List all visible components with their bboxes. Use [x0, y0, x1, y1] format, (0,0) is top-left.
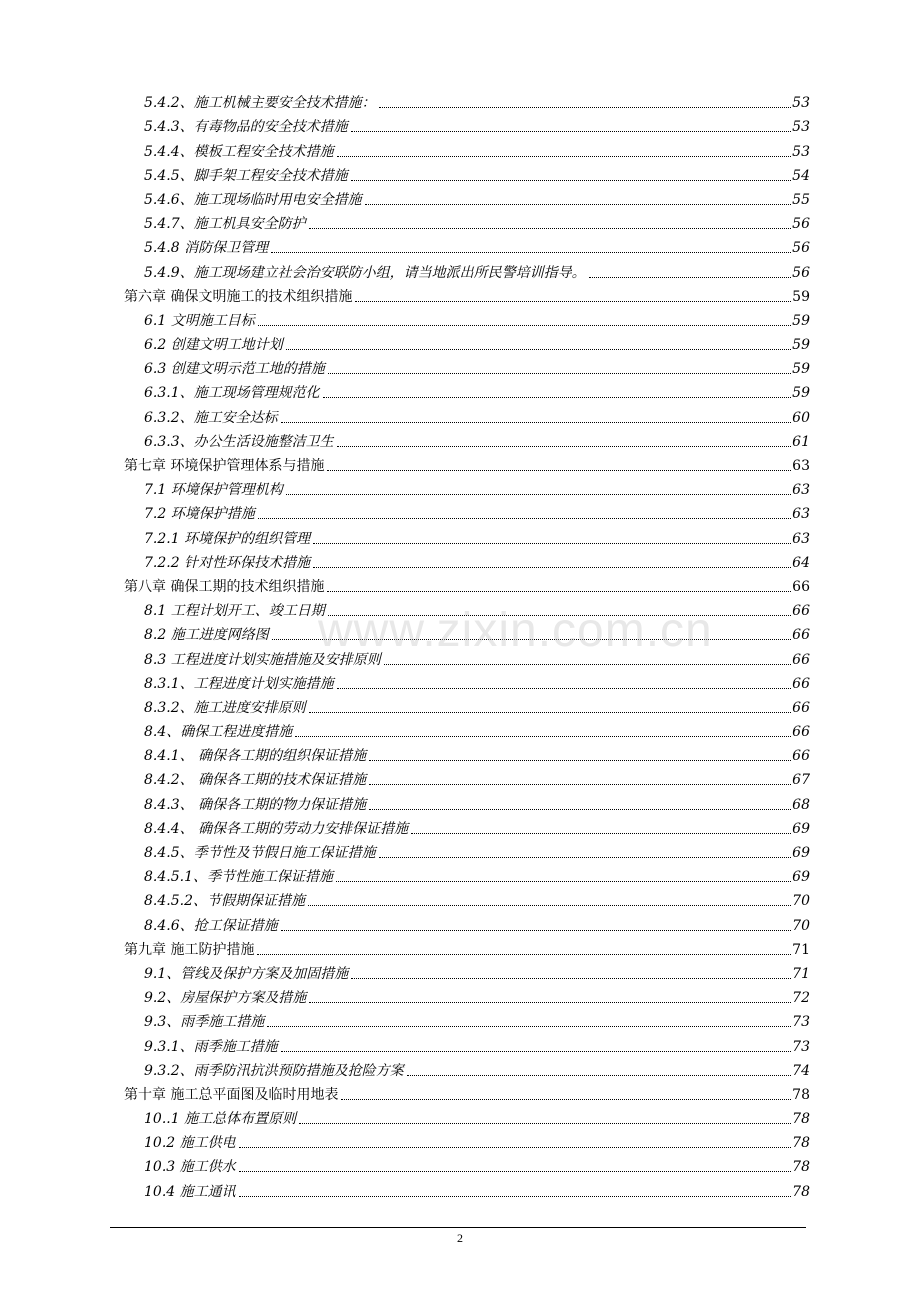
toc-entry-page: 71: [792, 941, 810, 958]
toc-dot-leader: [308, 905, 791, 906]
toc-section-entry[interactable]: [124, 378, 810, 402]
toc-entry-title: 7.1 环境保护管理机构: [144, 482, 283, 499]
toc-dot-leader: [309, 712, 792, 713]
toc-entry-title: 5.4.6、施工现场临时用电安全措施: [144, 191, 362, 208]
toc-section-entry[interactable]: [124, 862, 810, 886]
toc-entry-title: 8.4.5、季节性及节假日施工保证措施: [144, 845, 376, 861]
footer-divider: [110, 1227, 806, 1228]
toc-dot-leader: [239, 1171, 792, 1172]
toc-entry-page: 69: [792, 820, 810, 837]
toc-entry-page: 59: [792, 385, 810, 402]
toc-entry-page: 66: [792, 675, 810, 692]
toc-entry-title: 10.4 施工通讯: [144, 1183, 236, 1200]
toc-section-entry[interactable]: [124, 765, 810, 789]
toc-dot-leader: [258, 518, 791, 519]
toc-section-entry[interactable]: [124, 1176, 810, 1200]
toc-dot-leader: [257, 954, 791, 955]
toc-entry-title: 9.2、房屋保护方案及措施: [144, 990, 307, 1007]
toc-entry-title: 5.4.9、施工现场建立社会治安联防小组，请当地派出所民警培训指导。: [144, 264, 586, 281]
toc-dot-leader: [281, 422, 792, 423]
toc-entry-title: 第八章 确保工期的技术组织措施: [124, 578, 325, 595]
toc-entry-page: 73: [792, 1038, 810, 1055]
toc-dot-leader: [379, 857, 792, 858]
toc-entry-title: 5.4.3、有毒物品的安全技术措施: [144, 119, 348, 136]
toc-entry-title: 6.1 文明施工目标: [144, 312, 255, 329]
toc-entry-page: 53: [792, 143, 810, 160]
toc-dot-leader: [384, 664, 791, 665]
toc-entry-page: 74: [792, 1062, 810, 1079]
toc-entry-title: 7.2 环境保护措施: [144, 506, 255, 523]
toc-entry-title: 5.4.8 消防保卫管理: [144, 240, 269, 257]
toc-entry-page: 53: [792, 95, 810, 112]
toc-section-entry[interactable]: [124, 717, 810, 741]
toc-entry-page: 67: [792, 772, 810, 789]
toc-entry-page: 56: [792, 240, 810, 257]
toc-section-entry[interactable]: [124, 959, 810, 983]
toc-entry-page: 59: [792, 288, 810, 305]
toc-entry-title: 8.4、确保工程进度措施: [144, 724, 293, 741]
toc-entry-title: 5.4.7、施工机具安全防护: [144, 216, 306, 233]
toc-section-entry[interactable]: [124, 1128, 810, 1152]
toc-dot-leader: [411, 833, 791, 834]
toc-section-entry[interactable]: [124, 693, 810, 717]
toc-entry-title: 6.3.3、办公生活设施整洁卫生: [144, 433, 334, 450]
toc-section-entry[interactable]: [124, 669, 810, 693]
toc-section-entry[interactable]: [124, 789, 810, 813]
toc-dot-leader: [267, 1026, 791, 1027]
toc-dot-leader: [327, 591, 791, 592]
toc-entry-title: 8.3 工程进度计划实施措施及安排原则: [144, 651, 381, 668]
toc-section-entry[interactable]: [124, 1007, 810, 1031]
toc-entry-title: 10.2 施工供电: [144, 1135, 236, 1152]
toc-section-entry[interactable]: [124, 427, 810, 451]
toc-entry-page: 63: [792, 506, 810, 523]
toc-dot-leader: [369, 809, 791, 810]
toc-entry-page: 59: [792, 337, 810, 354]
toc-entry-title: 6.3.1、施工现场管理规范化: [144, 385, 320, 402]
toc-section-entry[interactable]: [124, 136, 810, 160]
toc-entry-page: 56: [792, 216, 810, 233]
toc-section-entry[interactable]: [124, 402, 810, 426]
toc-entry-page: 66: [792, 651, 810, 668]
toc-section-entry[interactable]: [124, 1104, 810, 1128]
toc-entry-title: 5.4.2、施工机械主要安全技术措施：: [144, 95, 376, 112]
toc-entry-title: 10..1 施工总体布置原则: [144, 1111, 297, 1128]
toc-dot-leader: [369, 784, 791, 785]
toc-entry-page: 78: [792, 1159, 810, 1176]
toc-dot-leader: [309, 1002, 791, 1003]
toc-entry-title: 6.2 创建文明工地计划: [144, 337, 283, 354]
toc-dot-leader: [369, 760, 791, 761]
toc-dot-leader: [239, 1147, 792, 1148]
toc-entry-title: 9.3.2、雨季防汛抗洪预防措施及抢险方案: [144, 1062, 404, 1079]
toc-entry-title: 5.4.5、脚手架工程安全技术措施: [144, 167, 348, 184]
toc-dot-leader: [309, 228, 792, 229]
toc-entry-page: 66: [792, 627, 810, 644]
toc-entry-title: 8.4.3、 确保各工期的物力保证措施: [144, 796, 367, 813]
toc-dot-leader: [258, 325, 791, 326]
toc-entry-page: 71: [792, 965, 810, 982]
toc-section-entry[interactable]: [124, 330, 810, 354]
toc-section-entry[interactable]: [124, 1152, 810, 1176]
toc-section-entry[interactable]: [124, 161, 810, 185]
toc-entry-title: 6.3 创建文明示范工地的措施: [144, 361, 325, 378]
toc-entry-page: 66: [792, 724, 810, 741]
toc-dot-leader: [336, 881, 791, 882]
toc-entry-page: 59: [792, 312, 810, 329]
toc-section-entry[interactable]: [124, 523, 810, 547]
toc-section-entry[interactable]: [124, 112, 810, 136]
toc-section-entry[interactable]: [124, 983, 810, 1007]
toc-section-entry[interactable]: [124, 475, 810, 499]
toc-dot-leader: [379, 107, 792, 108]
toc-section-entry[interactable]: [124, 185, 810, 209]
toc-entry-title: 8.3.1、工程进度计划实施措施: [144, 675, 334, 692]
toc-section-entry[interactable]: [124, 257, 810, 281]
toc-section-entry[interactable]: [124, 741, 810, 765]
toc-section-entry[interactable]: [124, 548, 810, 572]
toc-entry-page: 54: [792, 167, 810, 184]
toc-section-entry[interactable]: [124, 209, 810, 233]
toc-section-entry[interactable]: [124, 838, 810, 862]
toc-entry-title: 8.4.4、 确保各工期的劳动力安排保证措施: [144, 820, 409, 837]
toc-section-entry[interactable]: [124, 233, 810, 257]
toc-dot-leader: [351, 978, 791, 979]
toc-chapter-entry[interactable]: [124, 451, 810, 475]
toc-dot-leader: [281, 1051, 792, 1052]
watermark: www.zixin.com.cn: [318, 604, 713, 657]
toc-dot-leader: [337, 446, 792, 447]
toc-entry-title: 7.2.1 环境保护的组织管理: [144, 530, 311, 547]
toc-entry-page: 64: [792, 554, 810, 571]
toc-section-entry[interactable]: [124, 1056, 810, 1080]
toc-entry-title: 第十章 施工总平面图及临时用地表: [124, 1086, 339, 1103]
toc-chapter-entry[interactable]: [124, 282, 810, 306]
toc-entry-page: 66: [792, 699, 810, 716]
toc-dot-leader: [589, 277, 792, 278]
toc-entry-page: 66: [792, 603, 810, 620]
toc-dot-leader: [355, 301, 791, 302]
toc-entry-title: 第六章 确保文明施工的技术组织措施: [124, 288, 353, 305]
toc-entry-page: 61: [792, 433, 810, 450]
toc-entry-page: 63: [792, 530, 810, 547]
toc-entry-title: 8.4.1、 确保各工期的组织保证措施: [144, 748, 367, 765]
toc-entry-page: 56: [792, 264, 810, 281]
toc-section-entry[interactable]: [124, 499, 810, 523]
toc-entry-title: 7.2.2 针对性环保技术措施: [144, 554, 311, 571]
toc-dot-leader: [337, 688, 792, 689]
toc-entry-title: 9.3、雨季施工措施: [144, 1014, 265, 1031]
toc-entry-title: 9.1、管线及保护方案及加固措施: [144, 965, 349, 982]
toc-entry-page: 69: [792, 869, 810, 886]
toc-entry-page: 53: [792, 119, 810, 136]
toc-entry-page: 63: [792, 458, 810, 474]
toc-dot-leader: [337, 156, 792, 157]
toc-dot-leader: [407, 1075, 792, 1076]
toc-dot-leader: [327, 470, 791, 471]
toc-dot-leader: [295, 736, 791, 737]
toc-entry-page: 60: [792, 409, 810, 426]
toc-dot-leader: [239, 1196, 792, 1197]
toc-entry-page: 59: [792, 361, 810, 378]
toc-entry-title: 8.1 工程计划开工、竣工日期: [144, 603, 325, 620]
toc-dot-leader: [286, 349, 791, 350]
toc-entry-page: 66: [792, 578, 810, 595]
toc-entry-title: 9.3.1、雨季施工措施: [144, 1038, 278, 1055]
page-number: 2: [457, 1231, 463, 1245]
toc-dot-leader: [313, 543, 791, 544]
toc-entry-title: 8.2 施工进度网络图: [144, 627, 269, 644]
toc-entry-page: 78: [792, 1111, 810, 1128]
toc-section-entry[interactable]: [124, 814, 810, 838]
toc-section-entry[interactable]: [124, 910, 810, 934]
toc-entry-title: 10.3 施工供水: [144, 1159, 236, 1176]
toc-entry-page: 68: [792, 796, 810, 813]
toc-entry-title: 8.4.5.2、节假期保证措施: [144, 893, 305, 910]
toc-entry-page: 66: [792, 748, 810, 765]
toc-dot-leader: [351, 180, 792, 181]
toc-chapter-entry[interactable]: [124, 935, 810, 959]
toc-dot-leader: [286, 494, 791, 495]
toc-dot-leader: [351, 131, 792, 132]
toc-dot-leader: [281, 930, 792, 931]
toc-dot-leader: [365, 204, 792, 205]
toc-entry-title: 第九章 施工防护措施: [124, 941, 255, 958]
toc-entry-title: 6.3.2、施工安全达标: [144, 409, 278, 426]
toc-entry-title: 5.4.4、模板工程安全技术措施: [144, 143, 334, 160]
toc-dot-leader: [271, 252, 791, 253]
toc-dot-leader: [313, 567, 791, 568]
toc-entry-page: 78: [792, 1183, 810, 1200]
toc-entry-title: 8.4.2、 确保各工期的技术保证措施: [144, 772, 367, 789]
toc-entry-title: 第七章 环境保护管理体系与措施: [124, 458, 325, 474]
toc-entry-page: 70: [792, 893, 810, 910]
toc-entry-page: 73: [792, 1014, 810, 1031]
toc-section-entry[interactable]: [124, 354, 810, 378]
toc-section-entry[interactable]: [124, 886, 810, 910]
toc-chapter-entry[interactable]: [124, 1080, 810, 1104]
toc-dot-leader: [328, 373, 791, 374]
toc-entry-page: 78: [792, 1135, 810, 1152]
toc-entry-title: 8.4.6、抢工保证措施: [144, 917, 278, 934]
toc-dot-leader: [323, 397, 792, 398]
toc-entry-page: 78: [792, 1086, 810, 1103]
toc-entry-page: 72: [792, 990, 810, 1007]
toc-dot-leader: [341, 1099, 791, 1100]
toc-section-entry[interactable]: [124, 306, 810, 330]
toc-entry-page: 55: [792, 191, 810, 208]
toc-entry-title: 8.3.2、施工进度安排原则: [144, 699, 306, 716]
toc-entry-page: 70: [792, 917, 810, 934]
toc-dot-leader: [299, 1123, 791, 1124]
toc-section-entry[interactable]: [124, 88, 810, 112]
toc-chapter-entry[interactable]: [124, 572, 810, 596]
toc-entry-page: 69: [792, 845, 810, 861]
toc-entry-page: 63: [792, 482, 810, 499]
toc-entry-title: 8.4.5.1、季节性施工保证措施: [144, 869, 333, 886]
toc-section-entry[interactable]: [124, 1031, 810, 1055]
